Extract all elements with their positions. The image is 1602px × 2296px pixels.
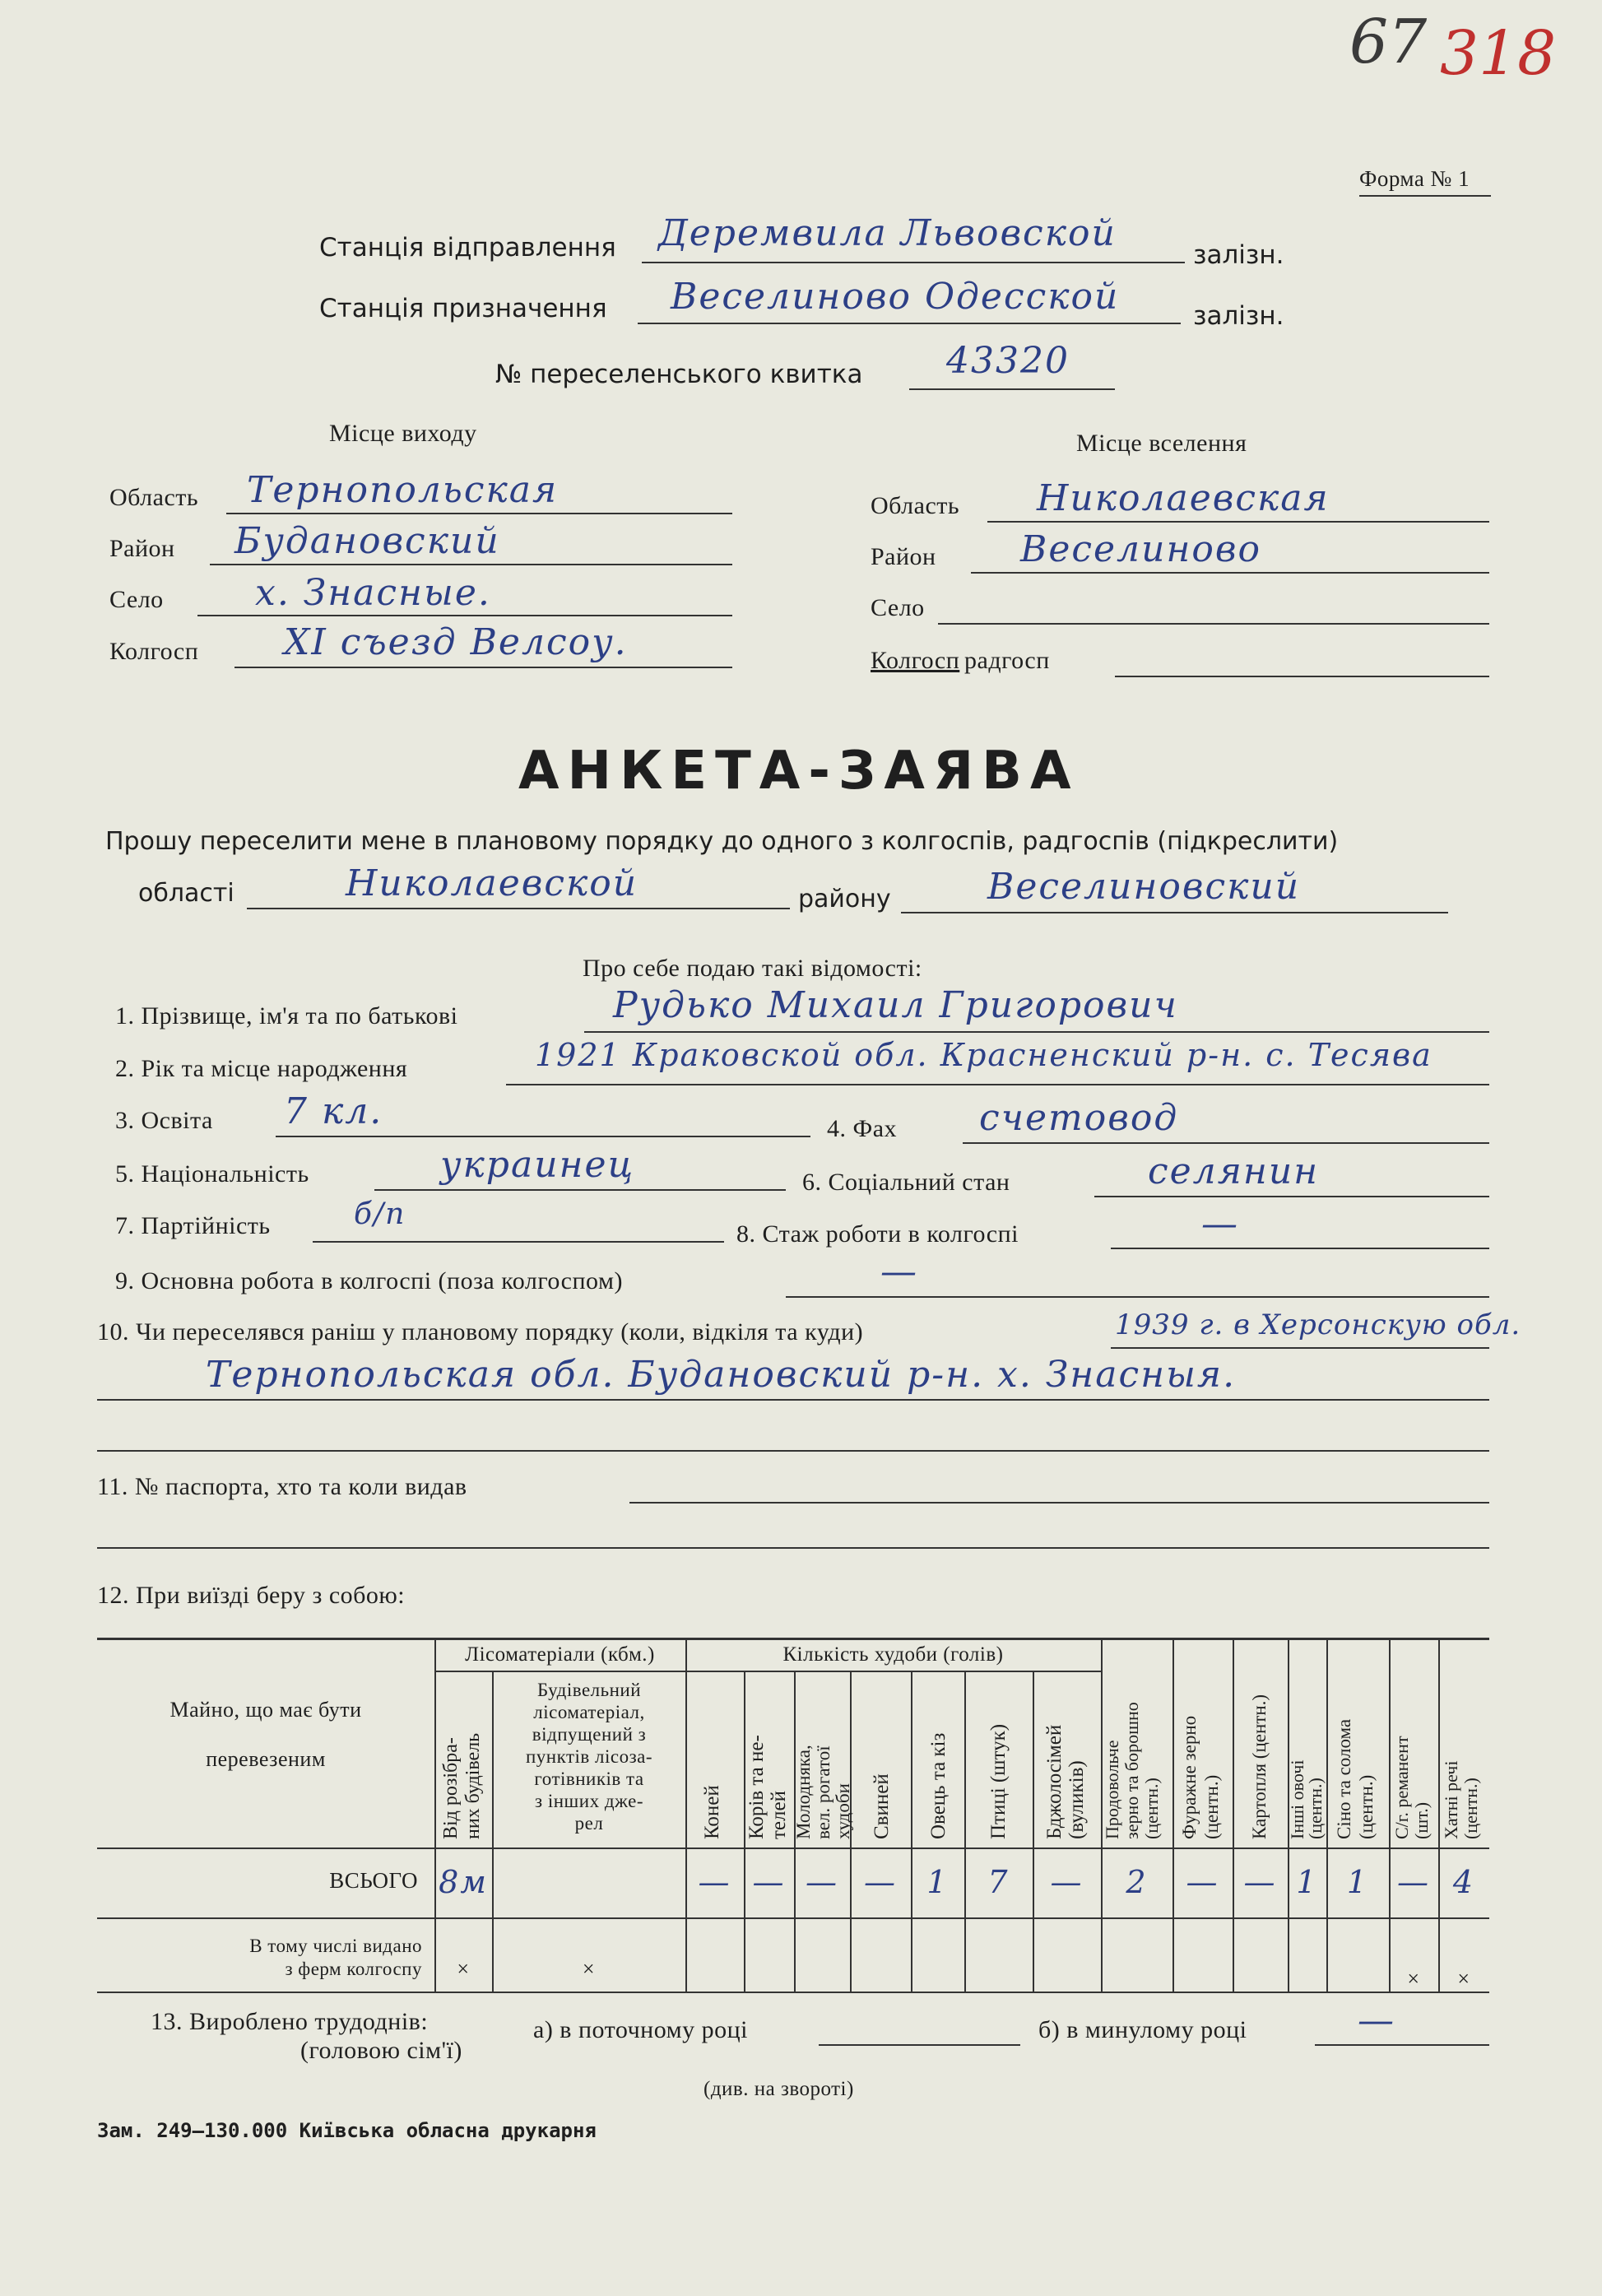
field-3-value: 7 кл. xyxy=(284,1090,383,1132)
dest-raion-label: Район xyxy=(871,543,936,570)
request-oblast-value: Николаевской xyxy=(346,862,638,904)
total-poultry: 7 xyxy=(987,1864,1010,1900)
field-4-label: 4. Фах xyxy=(827,1115,898,1142)
total-row-label: ВСЬОГО xyxy=(329,1868,418,1893)
col-header-potatoes: Картопля (центн.) xyxy=(1249,1694,1270,1839)
request-oblast-label: області xyxy=(138,879,234,908)
field-8-value: — xyxy=(1201,1203,1239,1245)
total-cows: — xyxy=(752,1864,786,1900)
field-6-label: 6. Соціальний стан xyxy=(802,1169,1010,1196)
field-3-label: 3. Освіта xyxy=(115,1107,213,1134)
col-header-food-grain: Продовольче зерно та борошно (центн.) xyxy=(1102,1702,1162,1839)
station-departure-value: Деремвила Львовской xyxy=(658,212,1117,254)
collective-household-items: × xyxy=(1457,1967,1470,1991)
dest-oblast-value: Николаевская xyxy=(1037,477,1330,519)
field-11-label: 11. № паспорта, хто та коли видав xyxy=(97,1473,467,1500)
total-sheep-goats: 1 xyxy=(926,1864,949,1900)
livestock-group-header: Кількість худоби (голів) xyxy=(782,1643,1004,1666)
field-10-value-line1: 1939 г. в Херсонскую обл. xyxy=(1115,1308,1521,1341)
field-9-label: 9. Основна робота в колгоспі (поза колгоспом) xyxy=(115,1267,623,1294)
origin-kolhosp-label: Колгосп xyxy=(109,638,199,665)
col-header-other-vegetables: Інші овочі (центн.) xyxy=(1287,1759,1326,1839)
origin-raion-label: Район xyxy=(109,535,175,562)
total-household-items: 4 xyxy=(1452,1864,1475,1900)
col-header-hay-straw: Сіно та солома (центн.) xyxy=(1334,1718,1377,1839)
ticket-number: 43320 xyxy=(946,340,1070,382)
col-header-farm-tools: С/г. реманент (шт.) xyxy=(1391,1736,1432,1839)
request-text: Прошу переселити мене в плановому порядку до одного з колгоспів, радгоспів (підкреслити) xyxy=(105,827,1339,856)
railway-suffix-2: залізн. xyxy=(1193,301,1284,331)
station-destination-value: Веселиново Одесской xyxy=(671,276,1120,318)
total-fodder-grain: — xyxy=(1186,1864,1219,1900)
col-header-sheep-goats: Овець та кіз xyxy=(927,1732,950,1839)
total-farm-tools: — xyxy=(1397,1864,1430,1900)
printer-imprint: Зам. 249—130.000 Київська обласна друкарня xyxy=(97,2119,597,2142)
col-header-beehives: Бджолосімей (вуликів) xyxy=(1043,1724,1088,1839)
property-header-line2: перевезеним xyxy=(206,1747,326,1771)
col-header-young-cattle: Молодняка, вел. рогатої худоби xyxy=(793,1745,853,1839)
workdays-label: 13. Вироблено трудоднів: xyxy=(151,2008,429,2035)
total-pigs: — xyxy=(864,1864,897,1900)
field-7-value: б/п xyxy=(354,1197,406,1231)
collective-building-lumber: × xyxy=(582,1957,596,1981)
dest-oblast-label: Область xyxy=(871,492,960,519)
origin-selo-label: Село xyxy=(109,586,164,613)
station-departure-label: Станція відправлення xyxy=(319,233,616,263)
dest-kolhosp-label: Колгосп xyxy=(871,647,960,674)
collective-row-label-line1: В тому числі видано xyxy=(249,1936,422,1956)
workdays-label-sub: (головою сім'ї) xyxy=(300,2037,462,2064)
field-5-value: украинец xyxy=(440,1144,635,1186)
form-number-label: Форма № 1 xyxy=(1359,166,1470,191)
collective-row-label-line2: з ферм колгоспу xyxy=(285,1959,422,1979)
total-young-cattle: — xyxy=(806,1864,838,1900)
total-beehives: — xyxy=(1050,1864,1084,1900)
field-1-value: Рудько Михаил Григорович xyxy=(613,984,1178,1026)
dest-raion-value: Веселиново xyxy=(1020,528,1261,570)
col-header-demolished-buildings: Від розібра- них будівель xyxy=(440,1732,484,1839)
col-header-cows: Корів та не- телей xyxy=(745,1735,790,1839)
origin-oblast-value: Тернопольская xyxy=(247,469,559,511)
total-food-grain: 2 xyxy=(1126,1864,1148,1900)
request-raion-value: Веселиновский xyxy=(987,866,1301,908)
property-header-line1: Майно, що має бути xyxy=(169,1698,362,1722)
archive-number-red: 318 xyxy=(1440,18,1557,89)
destination-heading: Місце вселення xyxy=(1076,430,1247,457)
origin-heading: Місце виходу xyxy=(329,420,477,447)
workdays-current-year-label: а) в поточному році xyxy=(533,2016,749,2043)
total-potatoes: — xyxy=(1243,1864,1277,1900)
dest-radhosp-label: радгосп xyxy=(964,647,1050,674)
field-12-label: 12. При виїзді беру з собою: xyxy=(97,1582,406,1609)
request-raion-label: району xyxy=(798,885,891,913)
origin-oblast-label: Область xyxy=(109,484,199,511)
field-6-value: селянин xyxy=(1148,1150,1320,1192)
total-hay-straw: 1 xyxy=(1346,1864,1369,1900)
field-5-label: 5. Національність xyxy=(115,1160,309,1188)
origin-selo-value: х. Знасные. xyxy=(255,572,491,614)
ticket-label: № переселенського квитка xyxy=(495,360,863,389)
lumber-group-header: Лісоматеріали (кбм.) xyxy=(465,1643,655,1666)
col-header-horses: Коней xyxy=(701,1785,723,1839)
origin-raion-value: Будановский xyxy=(234,520,500,562)
col-header-pigs: Свиней xyxy=(871,1773,893,1839)
origin-kolhosp-value: XI съезд Велсоу. xyxy=(284,621,628,663)
field-7-label: 7. Партійність xyxy=(115,1212,271,1239)
workdays-previous-year-label: б) в минулому році xyxy=(1038,2016,1247,2043)
col-header-fodder-grain: Фуражне зерно (центн.) xyxy=(1179,1715,1222,1839)
total-horses: — xyxy=(698,1864,731,1900)
field-2-label: 2. Рік та місце народження xyxy=(115,1055,408,1082)
field-10-label: 10. Чи переселявся раніш у плановому порядку (коли, відкіля та куди) xyxy=(97,1318,864,1346)
document-title: АНКЕТА-ЗАЯВА xyxy=(518,741,1080,802)
field-2-value: 1921 Краковской обл. Красненский р-н. с. Тесява xyxy=(535,1037,1433,1073)
col-header-building-lumber: Будівельний лісоматеріал, відпущений з пунктів лісоза- готівників та з інших дже- рел xyxy=(525,1680,653,1834)
station-destination-label: Станція призначення xyxy=(319,294,607,323)
archive-number-black: 67 xyxy=(1349,7,1428,77)
total-demolished-buildings: 8м xyxy=(439,1864,488,1900)
dest-selo-label: Село xyxy=(871,594,925,621)
railway-suffix-1: залізн. xyxy=(1193,240,1284,270)
field-8-label: 8. Стаж роботи в колгоспі xyxy=(736,1220,1019,1248)
col-header-poultry: Птиці (штук) xyxy=(987,1723,1010,1839)
field-4-value: счетовод xyxy=(979,1097,1179,1139)
workdays-previous-year-value: — xyxy=(1358,2000,1395,2042)
field-9-value: — xyxy=(880,1251,918,1293)
total-other-vegetables: 1 xyxy=(1296,1864,1318,1900)
collective-demolished-buildings: × xyxy=(457,1957,470,1981)
field-10-value-line2: Тернопольская обл. Будановский р-н. х. Знасныя. xyxy=(206,1354,1237,1396)
info-intro: Про себе подаю такі відомості: xyxy=(583,955,922,982)
see-reverse-note: (див. на звороті) xyxy=(703,2078,854,2100)
collective-farm-tools: × xyxy=(1407,1967,1420,1991)
col-header-household-items: Хатні речі (центн.) xyxy=(1441,1760,1481,1839)
field-1-label: 1. Прізвище, ім'я та по батькові xyxy=(115,1002,458,1029)
